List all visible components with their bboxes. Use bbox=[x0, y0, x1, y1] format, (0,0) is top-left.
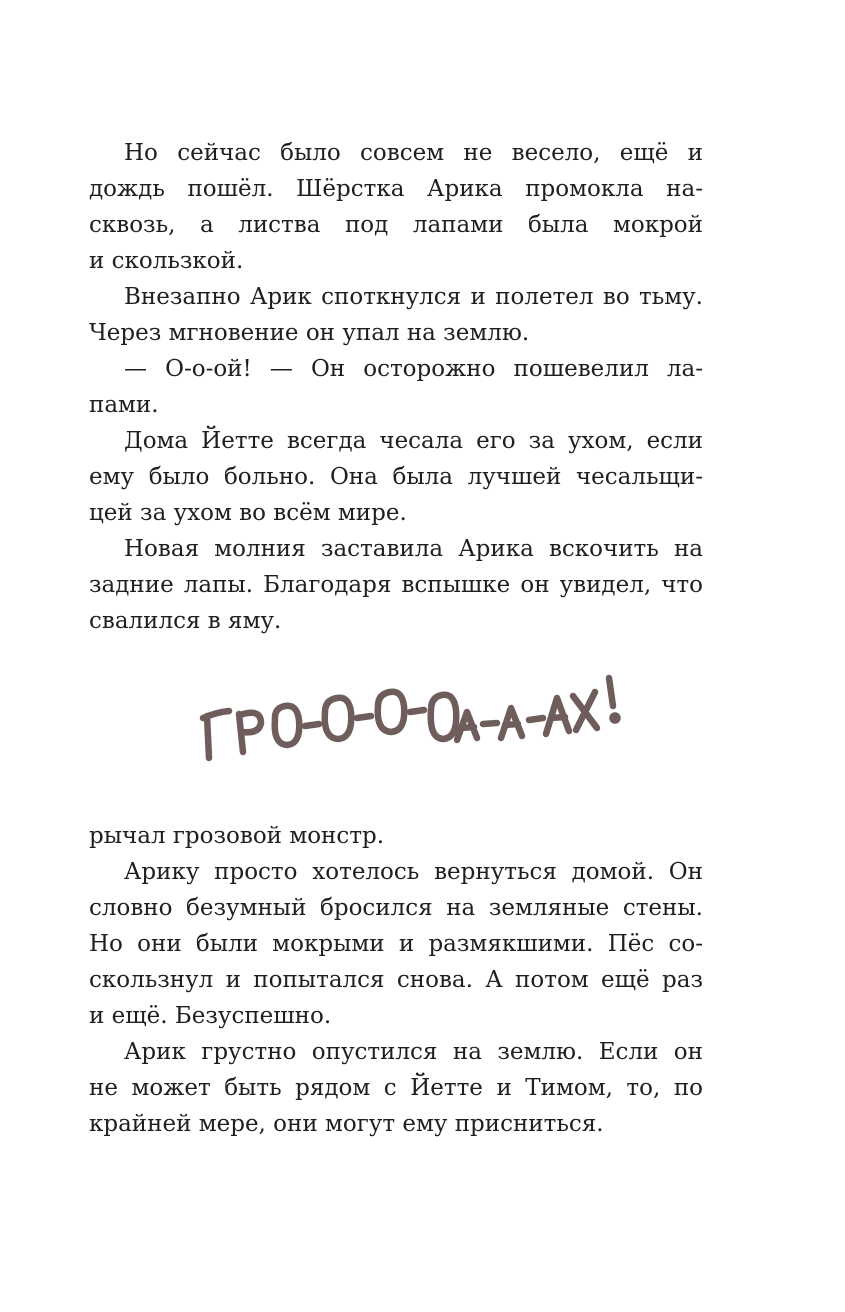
text-line: ему было больно. Она была лучшей чесальщи- bbox=[89, 464, 703, 490]
text-line: дождь пошёл. Шёрстка Арика промокла на- bbox=[89, 176, 703, 202]
paragraph bbox=[89, 854, 703, 1034]
text-line: Но сейчас было совсем не весело, ещё и bbox=[124, 140, 703, 166]
text-line: цей за ухом во всём мире. bbox=[89, 500, 407, 526]
text-line: Через мгновение он упал на землю. bbox=[89, 320, 530, 346]
sound-effect-lettering bbox=[195, 668, 635, 768]
text-line: и ещё. Безуспешно. bbox=[89, 1003, 332, 1029]
text-line: Арику просто хотелось вернуться домой. Он bbox=[124, 859, 703, 885]
text-line: Новая молния заставила Арика вскочить на bbox=[124, 536, 703, 562]
text-block-top bbox=[89, 135, 703, 639]
text-line: задние лапы. Благодаря вспышке он увидел, что bbox=[89, 572, 703, 598]
text-line: не может быть рядом с Йетте и Тимом, то, по bbox=[89, 1075, 703, 1101]
text-line: Арик грустно опустился на землю. Если он bbox=[124, 1039, 703, 1065]
text-block-bottom bbox=[89, 818, 703, 1142]
text-line: словно безумный бросился на земляные стены. bbox=[89, 895, 703, 921]
text-line: сквозь, а листва под лапами была мокрой bbox=[89, 212, 703, 238]
text-line: рычал грозовой монстр. bbox=[89, 823, 385, 849]
paragraph bbox=[89, 531, 703, 639]
text-line: и скользкой. bbox=[89, 248, 244, 274]
paragraph bbox=[89, 351, 703, 423]
paragraph bbox=[89, 279, 703, 351]
text-line: пами. bbox=[89, 392, 159, 418]
paragraph bbox=[89, 818, 703, 854]
thunder-roar-lettering bbox=[195, 668, 635, 768]
text-line: свалился в яму. bbox=[89, 608, 282, 634]
text-line: Но они были мокрыми и размякшими. Пёс со- bbox=[89, 931, 703, 957]
text-line: Дома Йетте всегда чесала его за ухом, если bbox=[124, 428, 703, 454]
paragraph bbox=[89, 135, 703, 279]
text-line: — О-о-ой! — Он осторожно пошевелил ла- bbox=[124, 356, 703, 382]
text-line: скользнул и попытался снова. А потом ещё раз bbox=[89, 967, 703, 993]
paragraph bbox=[89, 423, 703, 531]
paragraph bbox=[89, 1034, 703, 1142]
text-line: Внезапно Арик споткнулся и полетел во тьму. bbox=[124, 284, 703, 310]
text-line: крайней мере, они могут ему присниться. bbox=[89, 1111, 604, 1137]
